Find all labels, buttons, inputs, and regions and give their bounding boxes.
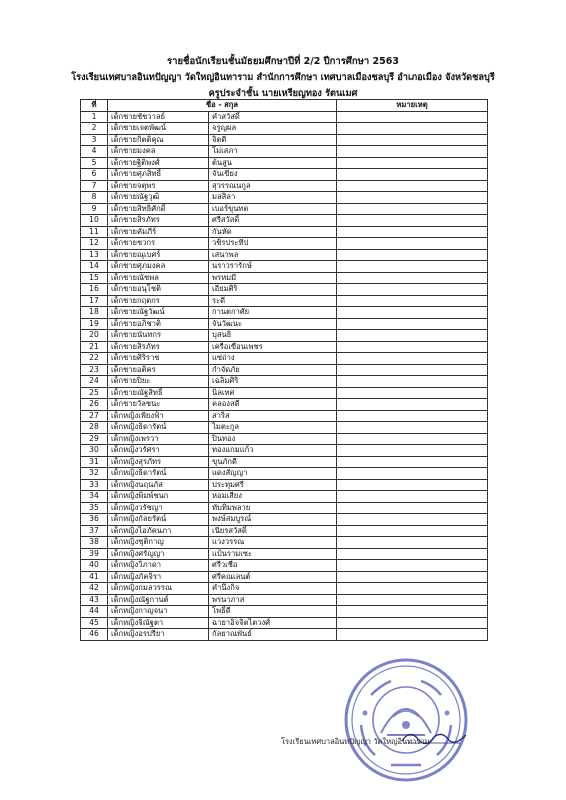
teacher-line: ครูประจำชั้น นายเหรียญทอง รัตนเมศ: [208, 88, 358, 99]
row-note: [337, 571, 488, 583]
row-number: 37: [81, 525, 108, 537]
table-row: [81, 146, 488, 158]
student-first-name: เด็กหญิงกัลยรัตน์: [108, 514, 209, 526]
student-first-name: เด็กชายนันทกร: [108, 330, 209, 342]
row-note: [337, 583, 488, 595]
student-first-name: เด็กหญิงพิมพ์ชนก: [108, 491, 209, 503]
row-number: 32: [81, 468, 108, 480]
student-last-name: กันหัด: [209, 226, 337, 238]
table-row: [81, 134, 488, 146]
row-note: [337, 502, 488, 514]
student-last-name: บุสนธิ: [209, 330, 337, 342]
student-first-name: เด็กชายเจตพัฒน์: [108, 123, 209, 135]
table-row: [81, 491, 488, 503]
row-number: 10: [81, 215, 108, 227]
student-last-name: ศรีวเชือ: [209, 560, 337, 572]
student-last-name: คำสวัสดิ์: [209, 111, 337, 123]
student-first-name: เด็กชายศุภมงคล: [108, 261, 209, 273]
student-last-name: สุวรรณนกูล: [209, 180, 337, 192]
row-note: [337, 399, 488, 411]
row-number: 3: [81, 134, 108, 146]
table-row: [81, 445, 488, 457]
row-note: [337, 445, 488, 457]
student-last-name: เครือเขื่อนเพชร: [209, 341, 337, 353]
student-first-name: เด็กชายมงคล: [108, 146, 209, 158]
row-number: 22: [81, 353, 108, 365]
header-note: หมายเหตุ: [337, 100, 488, 112]
row-note: [337, 215, 488, 227]
student-last-name: ต้นสูน: [209, 157, 337, 169]
student-first-name: เด็กชายกิตติคุณ: [108, 134, 209, 146]
row-number: 14: [81, 261, 108, 273]
student-first-name: เด็กชายชวกร: [108, 238, 209, 250]
table-row: [81, 399, 488, 411]
student-first-name: เด็กหญิงเพียงฟ้า: [108, 410, 209, 422]
row-number: 42: [81, 583, 108, 595]
student-first-name: เด็กหญิงธิดารัตน์: [108, 422, 209, 434]
row-number: 23: [81, 364, 108, 376]
document-title: รายชื่อนักเรียนชั้นมัธยมศึกษาปีที่ 2/2 ปีการศึกษา 2563: [167, 56, 399, 67]
row-note: [337, 272, 488, 284]
student-last-name: ประทุมศรี: [209, 479, 337, 491]
table-row: [81, 629, 488, 641]
row-number: 17: [81, 295, 108, 307]
row-note: [337, 226, 488, 238]
row-note: [337, 318, 488, 330]
table-row: [81, 583, 488, 595]
row-note: [337, 353, 488, 365]
student-first-name: เด็กชายคัมภีร์: [108, 226, 209, 238]
student-last-name: วชิรประทีป: [209, 238, 337, 250]
row-number: 33: [81, 479, 108, 491]
row-note: [337, 514, 488, 526]
student-last-name: เบอร์ขุนทด: [209, 203, 337, 215]
student-last-name: นราวรารักษ์: [209, 261, 337, 273]
row-number: 5: [81, 157, 108, 169]
table-row: [81, 376, 488, 388]
row-number: 18: [81, 307, 108, 319]
student-last-name: แซ่ถ่าง: [209, 353, 337, 365]
row-note: [337, 560, 488, 572]
student-last-name: ระดี: [209, 295, 337, 307]
student-last-name: แวงวรรณ: [209, 537, 337, 549]
table-row: [81, 341, 488, 353]
table-row: [81, 387, 488, 399]
student-last-name: เสนาพล: [209, 249, 337, 261]
table-row: [81, 318, 488, 330]
row-number: 46: [81, 629, 108, 641]
student-first-name: เด็กหญิงอรปรียา: [108, 629, 209, 641]
row-number: 39: [81, 548, 108, 560]
student-first-name: เด็กชายจตุพร: [108, 180, 209, 192]
row-note: [337, 169, 488, 181]
table-row: [81, 295, 488, 307]
row-note: [337, 629, 488, 641]
school-seal-stamp: [341, 655, 471, 785]
table-row: [81, 594, 488, 606]
row-note: [337, 203, 488, 215]
student-first-name: เด็กชายสิรภัทร: [108, 215, 209, 227]
table-row: [81, 560, 488, 572]
table-row: [81, 456, 488, 468]
table-row: [81, 284, 488, 296]
student-first-name: เด็กชายสิทธิศักดิ์: [108, 203, 209, 215]
row-number: 30: [81, 445, 108, 457]
row-note: [337, 479, 488, 491]
row-number: 15: [81, 272, 108, 284]
row-number: 26: [81, 399, 108, 411]
table-row: [81, 261, 488, 273]
row-number: 16: [81, 284, 108, 296]
row-note: [337, 491, 488, 503]
row-number: 38: [81, 537, 108, 549]
table-row: [81, 111, 488, 123]
student-last-name: ศรีคณเลนต์: [209, 571, 337, 583]
student-last-name: จรูญผล: [209, 123, 337, 135]
student-last-name: ทับทิมพลาย: [209, 502, 337, 514]
student-first-name: เด็กชายอภิชาติ: [108, 318, 209, 330]
student-last-name: ศรีสวัสดิ์: [209, 215, 337, 227]
table-row: [81, 537, 488, 549]
row-number: 45: [81, 617, 108, 629]
student-first-name: เด็กหญิงณัฐกานต์: [108, 594, 209, 606]
table-row: [81, 238, 488, 250]
table-row: [81, 272, 488, 284]
table-row: [81, 353, 488, 365]
row-number: 44: [81, 606, 108, 618]
row-number: 6: [81, 169, 108, 181]
student-last-name: สาริส: [209, 410, 337, 422]
school-line: โรงเรียนเทศบาลอินทปัญญา วัดใหญ่อินทาราม สำนักการศึกษา เทศบาลเมืองชลบุรี อำเภอเมือง จังหวัดชลบุรี: [71, 72, 495, 83]
row-note: [337, 295, 488, 307]
row-note: [337, 606, 488, 618]
student-last-name: คำนึงกิจ: [209, 583, 337, 595]
row-note: [337, 261, 488, 273]
student-last-name: แดงสัญญา: [209, 468, 337, 480]
row-number: 41: [81, 571, 108, 583]
row-note: [337, 525, 488, 537]
row-note: [337, 537, 488, 549]
student-last-name: เนียรสวัสดิ์: [209, 525, 337, 537]
header-name: ชื่อ - สกุล: [108, 100, 337, 112]
student-first-name: เด็กหญิงธิดารัตน์: [108, 468, 209, 480]
row-number: 1: [81, 111, 108, 123]
student-last-name: พรนาภาส: [209, 594, 337, 606]
row-number: 43: [81, 594, 108, 606]
table-row: [81, 422, 488, 434]
student-last-name: ทองแกมแก้ว: [209, 445, 337, 457]
table-row: [81, 548, 488, 560]
student-last-name: ไมตะกูล: [209, 422, 337, 434]
student-first-name: เด็กหญิงศรัญญา: [108, 548, 209, 560]
row-note: [337, 376, 488, 388]
student-first-name: เด็กชายณัชพล: [108, 272, 209, 284]
student-first-name: เด็กชายสิรภัทร: [108, 341, 209, 353]
student-last-name: พรหมมี: [209, 272, 337, 284]
student-last-name: ปิ่นทอง: [209, 433, 337, 445]
table-row: [81, 203, 488, 215]
row-note: [337, 284, 488, 296]
student-first-name: เด็กหญิงกาญจนา: [108, 606, 209, 618]
row-number: 4: [81, 146, 108, 158]
student-first-name: เด็กหญิงสุรภัทร: [108, 456, 209, 468]
table-row: [81, 364, 488, 376]
student-first-name: เด็กชายศิริราช: [108, 353, 209, 365]
school-footer-text: โรงเรียนเทศบาลอินทปัญญา วัดใหญ่อินทาราม: [281, 737, 430, 746]
row-number: 29: [81, 433, 108, 445]
row-note: [337, 146, 488, 158]
student-first-name: เด็กหญิงนฤนภัส: [108, 479, 209, 491]
student-last-name: เอี่ยมศิริ: [209, 284, 337, 296]
student-last-name: จันเขียง: [209, 169, 337, 181]
student-first-name: เด็กชายปิยะ: [108, 376, 209, 388]
row-note: [337, 364, 488, 376]
table-row: [81, 410, 488, 422]
student-last-name: แป้นรามเซะ: [209, 548, 337, 560]
table-row: [81, 307, 488, 319]
row-number: 35: [81, 502, 108, 514]
row-number: 31: [81, 456, 108, 468]
row-note: [337, 594, 488, 606]
row-note: [337, 238, 488, 250]
table-header-row: [81, 100, 488, 112]
student-last-name: โม่เสภา: [209, 146, 337, 158]
row-number: 12: [81, 238, 108, 250]
header-no: ที่: [81, 100, 108, 112]
row-note: [337, 123, 488, 135]
row-note: [337, 410, 488, 422]
student-first-name: เด็กชายศุภสิทธิ์: [108, 169, 209, 181]
table-row: [81, 330, 488, 342]
student-first-name: เด็กหญิงกมลวรรณ: [108, 583, 209, 595]
student-last-name: พงษ์สมบูรณ์: [209, 514, 337, 526]
student-first-name: เด็กหญิงภัคจิรา: [108, 571, 209, 583]
student-first-name: เด็กชายวัลชนะ: [108, 399, 209, 411]
student-last-name: กำจัดภัย: [209, 364, 337, 376]
row-number: 8: [81, 192, 108, 204]
row-number: 13: [81, 249, 108, 261]
row-number: 11: [81, 226, 108, 238]
table-row: [81, 192, 488, 204]
student-last-name: นิลเทศ: [209, 387, 337, 399]
student-first-name: เด็กชายณุเบศร์: [108, 249, 209, 261]
row-note: [337, 307, 488, 319]
student-last-name: หอมเสียง: [209, 491, 337, 503]
table-row: [81, 433, 488, 445]
student-first-name: เด็กหญิงจิณัฐตา: [108, 617, 209, 629]
table-row: [81, 180, 488, 192]
row-number: 28: [81, 422, 108, 434]
row-note: [337, 330, 488, 342]
student-first-name: เด็กชายกฤตกร: [108, 295, 209, 307]
row-note: [337, 433, 488, 445]
student-first-name: เด็กหญิงวิภาดา: [108, 560, 209, 572]
row-number: 24: [81, 376, 108, 388]
student-first-name: เด็กหญิงไอภัคนภา: [108, 525, 209, 537]
student-first-name: เด็กหญิงวรัชญา: [108, 502, 209, 514]
row-note: [337, 192, 488, 204]
student-last-name: ขุนภักดี: [209, 456, 337, 468]
table-row: [81, 617, 488, 629]
table-row: [81, 123, 488, 135]
row-note: [337, 180, 488, 192]
student-first-name: เด็กหญิงเพรวา: [108, 433, 209, 445]
student-first-name: เด็กชายอติคร: [108, 364, 209, 376]
table-row: [81, 514, 488, 526]
row-note: [337, 617, 488, 629]
row-note: [337, 111, 488, 123]
student-first-name: เด็กชายณัฐวุฒิ: [108, 192, 209, 204]
student-first-name: เด็กชายฐิติพงศ์: [108, 157, 209, 169]
row-note: [337, 387, 488, 399]
student-last-name: กานตกาศัย: [209, 307, 337, 319]
row-note: [337, 422, 488, 434]
table-row: [81, 571, 488, 583]
table-row: [81, 479, 488, 491]
student-first-name: เด็กชายณัฐวัฒน์: [108, 307, 209, 319]
table-row: [81, 215, 488, 227]
row-number: 9: [81, 203, 108, 215]
student-last-name: โพธิ์ดี: [209, 606, 337, 618]
student-last-name: เฉลิมศิริ: [209, 376, 337, 388]
student-last-name: จิตดี: [209, 134, 337, 146]
row-note: [337, 157, 488, 169]
table-row: [81, 157, 488, 169]
table-row: [81, 226, 488, 238]
table-row: [81, 468, 488, 480]
student-roster-table: [80, 99, 488, 641]
row-number: 27: [81, 410, 108, 422]
student-first-name: เด็กหญิงวรัศรา: [108, 445, 209, 457]
row-note: [337, 548, 488, 560]
row-number: 20: [81, 330, 108, 342]
table-row: [81, 169, 488, 181]
student-first-name: เด็กชายณัฐสิทธิ์: [108, 387, 209, 399]
table-row: [81, 606, 488, 618]
student-first-name: เด็กชายอนุโชติ: [108, 284, 209, 296]
table-row: [81, 502, 488, 514]
row-number: 19: [81, 318, 108, 330]
table-body: [81, 111, 488, 640]
student-last-name: กัลยาณพันธ์: [209, 629, 337, 641]
student-first-name: เด็กหญิงชุติกาญ: [108, 537, 209, 549]
row-number: 25: [81, 387, 108, 399]
row-number: 40: [81, 560, 108, 572]
row-number: 7: [81, 180, 108, 192]
row-number: 21: [81, 341, 108, 353]
student-first-name: เด็กชายชัชวาลย์: [108, 111, 209, 123]
row-note: [337, 134, 488, 146]
row-number: 2: [81, 123, 108, 135]
row-number: 36: [81, 514, 108, 526]
student-last-name: มลสิลา: [209, 192, 337, 204]
table-row: [81, 249, 488, 261]
row-note: [337, 341, 488, 353]
row-note: [337, 468, 488, 480]
student-last-name: คลองสดี: [209, 399, 337, 411]
row-note: [337, 249, 488, 261]
student-last-name: จันวัฒนะ: [209, 318, 337, 330]
student-last-name: ฉายาอิจจิตไตวงศ์: [209, 617, 337, 629]
table-row: [81, 525, 488, 537]
row-number: 34: [81, 491, 108, 503]
row-note: [337, 456, 488, 468]
